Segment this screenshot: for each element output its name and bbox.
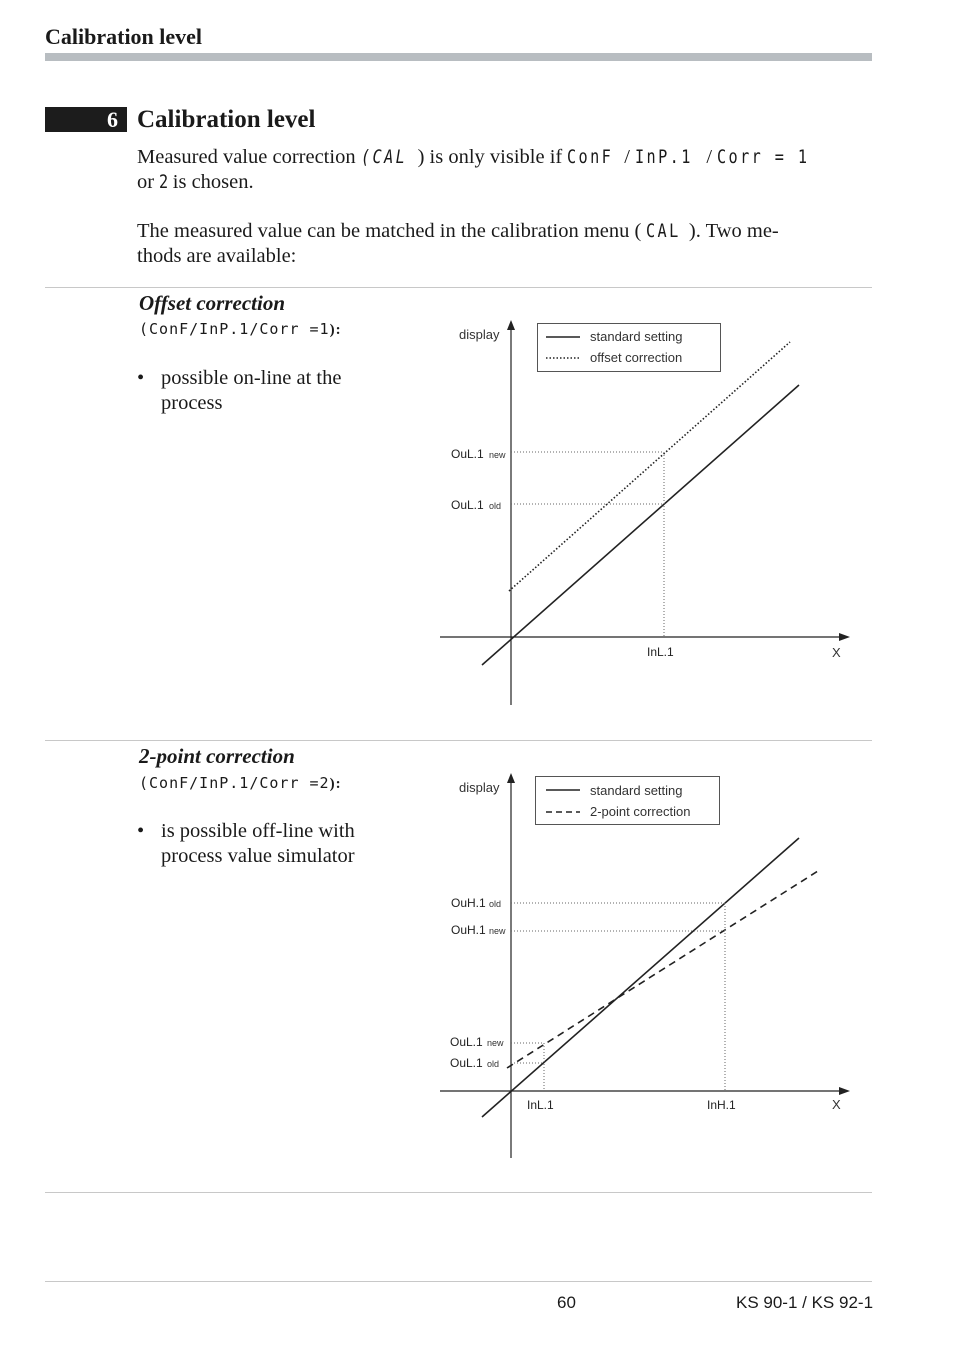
x-axis-label: X [832, 645, 841, 660]
offset-line [509, 342, 790, 591]
section-divider [45, 1192, 872, 1193]
chapter-number: 6 [45, 107, 127, 132]
two-point-correction-diagram [430, 765, 870, 1165]
offset-subtitle: (ConF/InP.1/Corr =1): [139, 320, 342, 338]
twopoint-subtitle: (ConF/InP.1/Corr =2): [139, 774, 342, 792]
code-cal: (CAL [360, 146, 407, 168]
label-inl: InL.1 [527, 1098, 554, 1112]
bullet-marker: • [137, 820, 145, 842]
footer-rule [45, 1281, 872, 1282]
x-axis-label: X [832, 1097, 841, 1112]
label-oul-new: OuL.1 [450, 1035, 483, 1049]
footer-model: KS 90-1 / KS 92-1 [736, 1293, 874, 1312]
intro-paragraph-2: The measured value can be matched in the calibration menu ( CAL ). Two me- thods are available: [137, 220, 779, 267]
page-number: 60 [557, 1293, 576, 1312]
legend-label-standard: standard setting [590, 783, 683, 798]
y-axis-arrow [507, 320, 515, 330]
offset-title: Offset correction [139, 291, 286, 315]
label-oul-old-sub: old [487, 1059, 500, 1069]
legend-label-offset: offset correction [590, 350, 683, 365]
legend-label-standard: standard setting [590, 329, 683, 344]
label-oul-new-sub: new [487, 1038, 504, 1048]
offset-bullet-text: possible on-line at the process [161, 367, 342, 414]
offset-correction-diagram [430, 312, 870, 712]
standard-line [482, 838, 799, 1117]
bullet-marker: • [137, 367, 145, 389]
section-divider [45, 287, 872, 288]
twopoint-title: 2-point correction [139, 744, 295, 768]
label-inh: InH.1 [707, 1098, 736, 1112]
label-oul-old: OuL.1 [451, 498, 484, 512]
label-ouh-new: OuH.1 [451, 923, 486, 937]
x-axis-arrow [839, 1087, 850, 1095]
label-ouh-new-sub: new [489, 926, 506, 936]
header-bar [45, 53, 872, 61]
intro-paragraph-1: Measured value correction (CAL ) is only visible if ConF / InP.1 / Corr = 1 or 2 is chosen. [137, 146, 810, 193]
label-oul-old-sub: old [489, 501, 502, 511]
legend-label-twopoint: 2-point correction [590, 804, 691, 819]
label-oul-new: OuL.1 [451, 447, 484, 461]
label-ouh-old-sub: old [489, 899, 502, 909]
running-header-title: Calibration level [45, 24, 203, 49]
label-ouh-old: OuH.1 [451, 896, 486, 910]
twopoint-bullet-text: is possible off-line with process value simulator [161, 820, 355, 867]
two-point-line [507, 871, 818, 1068]
y-axis-label: display [459, 327, 500, 342]
section-divider [45, 740, 872, 741]
y-axis-label: display [459, 780, 500, 795]
code-inp1: InP.1 [635, 146, 693, 168]
code-corr: Corr = 1 [717, 146, 810, 168]
code-2: 2 [159, 170, 171, 193]
label-oul-new-sub: new [489, 450, 506, 460]
x-axis-arrow [839, 633, 850, 641]
standard-line [482, 385, 799, 665]
label-oul-old: OuL.1 [450, 1056, 483, 1070]
code-conf: ConF [567, 146, 614, 168]
chapter-title: Calibration level [137, 106, 316, 133]
code-cal-2: CAL [646, 220, 682, 242]
label-inl: InL.1 [647, 645, 674, 659]
y-axis-arrow [507, 773, 515, 783]
